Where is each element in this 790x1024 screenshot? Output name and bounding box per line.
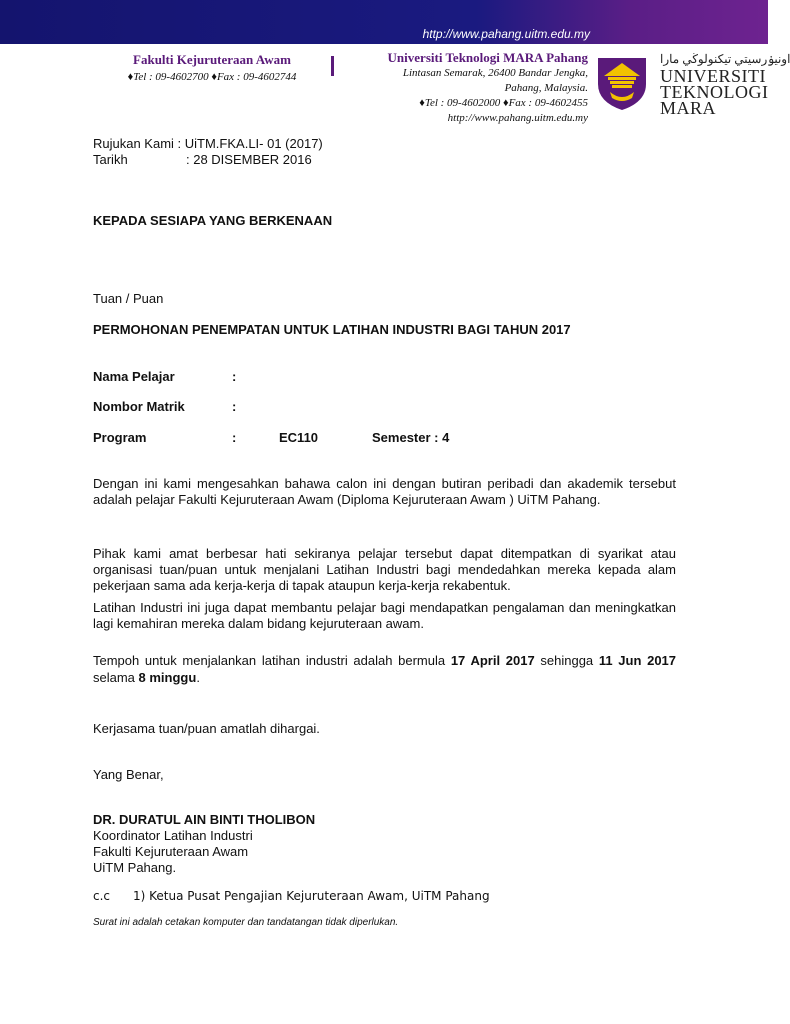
header-url[interactable]: http://www.pahang.uitm.edu.my [422, 27, 590, 41]
paragraph-5: Kerjasama tuan/puan amatlah dihargai. [93, 721, 320, 736]
cc-label: c.c [93, 889, 111, 903]
program-value: EC110 [279, 430, 319, 445]
yang-benar: Yang Benar, [93, 767, 164, 782]
faculty-block [112, 52, 322, 83]
recipient: KEPADA SESIAPA YANG BERKENAAN [93, 213, 333, 228]
paragraph-4 [93, 652, 676, 686]
header-divider [331, 56, 334, 76]
field-matrik [93, 399, 236, 414]
nama-label: Nama Pelajar [93, 369, 175, 384]
university-url[interactable]: http://www.pahang.uitm.edu.my [447, 112, 588, 124]
rujukan: Rujukan Kami : UiTM.FKA.LI- 01 (2017) [93, 136, 323, 151]
p4-text-e: selama [93, 670, 139, 685]
p4-text-a: Tempoh untuk menjalankan latihan industri adalah bermula [93, 653, 451, 668]
field-program [93, 430, 449, 445]
university-block [348, 50, 588, 126]
tarikh-value: : 28 DISEMBER 2016 [186, 152, 312, 167]
logo-wordmark [660, 52, 790, 118]
salutation: Tuan / Puan [93, 291, 164, 306]
logo-word-2: TEKNOLOGI [660, 82, 769, 102]
logo-word-1: UNIVERSITI [660, 66, 766, 86]
paragraph-2: Pihak kami amat berbesar hati sekiranya pelajar tersebut dapat ditempatkan di syarikat atau organisasi tuan/puan untuk menjalani Latihan Industri bagi mendedahkan mereka kepada alam pekerjaan sama ada kerja-kerja di tapak ataupun kerja-kerja rekabentuk. [93, 546, 676, 593]
paragraph-3: Latihan Industri ini juga dapat membantu pelajar bagi mendapatkan pengalaman dan meningkatkan lagi kemahiran mereka dalam bidang kejuruteraan awam. [93, 600, 676, 631]
university-name: Universiti Teknologi MARA Pahang [387, 50, 588, 65]
address-line-1: Lintasan Semarak, 26400 Bandar Jengka, [402, 67, 588, 79]
signatory-title: Koordinator Latihan Industri [93, 828, 253, 843]
start-date: 17 April 2017 [450, 653, 535, 668]
field-nama [93, 369, 236, 384]
header-bar [0, 0, 768, 44]
faculty-name: Fakulti Kejuruteraan Awam [133, 52, 291, 67]
signature-block [93, 812, 676, 876]
nama-colon: : [232, 369, 237, 384]
reference-block [93, 136, 676, 168]
program-label: Program [93, 430, 147, 445]
paragraph-1: Dengan ini kami mengesahkan bahawa calon ini dengan butiran peribadi dan akademik tersebut adalah pelajar Fakulti Kejuruteraan Awam (Diploma Kejuruteraan Awam ) UiTM Pahang. [93, 476, 676, 507]
matrik-colon: : [232, 399, 237, 414]
cc-item-1: 1) Ketua Pusat Pengajian Kejuruteraan Awam, UiTM Pahang [133, 889, 490, 903]
p4-text-c: sehingga [534, 653, 599, 668]
end-date: 11 Jun 2017 [598, 653, 677, 668]
footer-note: Surat ini adalah cetakan komputer dan tandatangan tidak diperlukan. [93, 917, 399, 928]
logo-word-3: MARA [660, 98, 717, 118]
p4-text-g: . [196, 670, 200, 685]
signatory-campus: UiTM Pahang. [93, 860, 177, 875]
signatory-faculty: Fakulti Kejuruteraan Awam [93, 844, 249, 859]
signatory-name: DR. DURATUL AIN BINTI THOLIBON [93, 812, 316, 827]
tarikh-label: Tarikh [93, 152, 128, 167]
matrik-label: Nombor Matrik [93, 399, 185, 414]
logo-jawi: اونيۏرسيتي تيكنولوڬي مارا [660, 52, 790, 66]
university-contact: ♦Tel : 09-4602000 ♦Fax : 09-4602455 [419, 97, 588, 109]
uitm-logo-icon [596, 54, 648, 112]
address-line-2: Pahang, Malaysia. [504, 82, 588, 94]
program-colon: : [232, 430, 237, 445]
tarikh [93, 152, 676, 168]
duration: 8 minggu [138, 670, 197, 685]
semester: Semester : 4 [372, 430, 450, 445]
faculty-contact: ♦Tel : 09-4602700 ♦Fax : 09-4602744 [127, 71, 297, 83]
cc-line [93, 889, 490, 903]
subject: PERMOHONAN PENEMPATAN UNTUK LATIHAN INDUSTRI BAGI TAHUN 2017 [93, 322, 571, 337]
